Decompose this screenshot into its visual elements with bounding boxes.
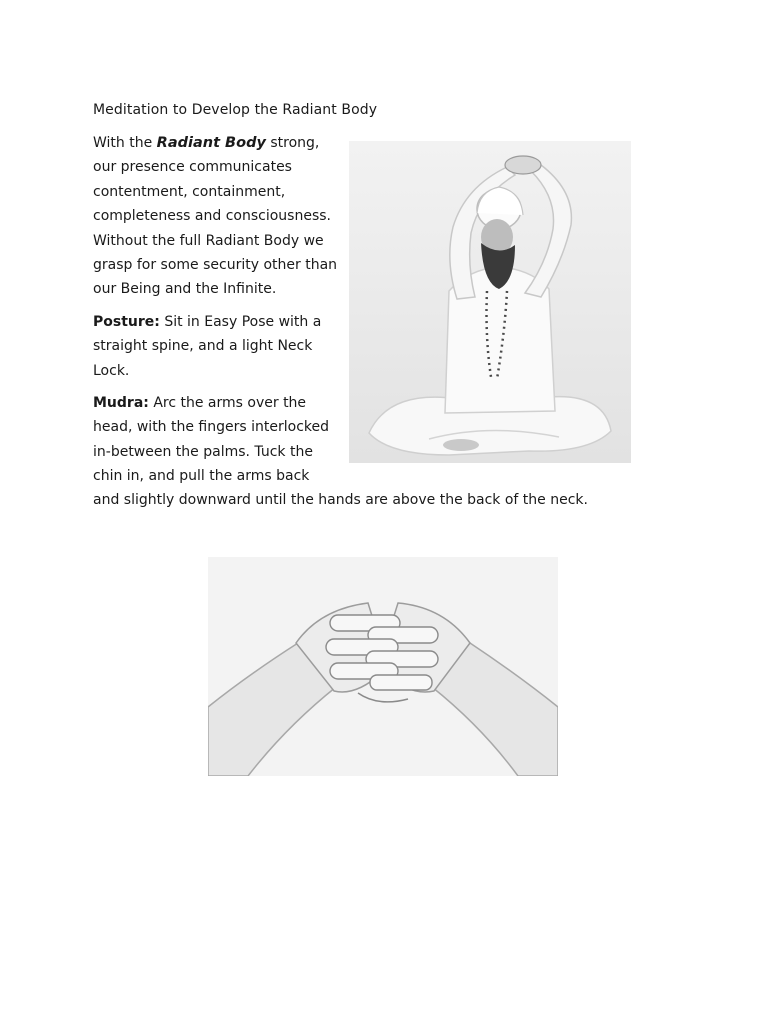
posture-line: straight spine, and a light Neck — [93, 338, 313, 355]
posture-label: Posture: — [93, 314, 160, 330]
interlocked-hands-illustration — [208, 557, 558, 776]
intro-line: grasp for some security other than — [93, 257, 338, 274]
mudra-line: chin in, and pull the arms back — [93, 468, 310, 485]
intro-paragraph — [93, 131, 353, 302]
intro-line: our Being and the Infinite. — [93, 281, 277, 298]
meditation-figure-illustration — [349, 141, 631, 463]
mudra-line-1 — [93, 391, 353, 415]
page-title: Meditation to Develop the Radiant Body — [93, 102, 378, 118]
intro-line: Without the full Radiant Body we — [93, 232, 324, 249]
intro-line: our presence communicates — [93, 159, 292, 176]
intro-suffix: strong, — [265, 135, 320, 151]
intro-line: contentment, containment, — [93, 183, 286, 200]
mudra-tail-line: and slightly downward until the hands are above the back of the neck. — [93, 492, 588, 508]
mudra-label: Mudra: — [93, 395, 149, 411]
mudra-line: in-between the palms. Tuck the — [93, 443, 313, 460]
meditation-posture-photo — [349, 141, 631, 463]
mudra-paragraph — [93, 391, 353, 489]
posture-text: Sit in Easy Pose with a — [159, 314, 322, 330]
intro-prefix: With the — [93, 135, 157, 151]
radiant-body-emphasis: Radiant Body — [156, 135, 266, 151]
intro-line-1 — [93, 131, 353, 155]
mudra-line: head, with the fingers interlocked — [93, 419, 330, 436]
mudra-text: Arc the arms over the — [148, 395, 307, 411]
interlocked-fingers-photo — [208, 557, 558, 776]
posture-line: Lock. — [93, 362, 130, 379]
posture-line-1 — [93, 310, 353, 334]
posture-paragraph — [93, 310, 353, 383]
intro-line: completeness and consciousness. — [93, 208, 331, 225]
